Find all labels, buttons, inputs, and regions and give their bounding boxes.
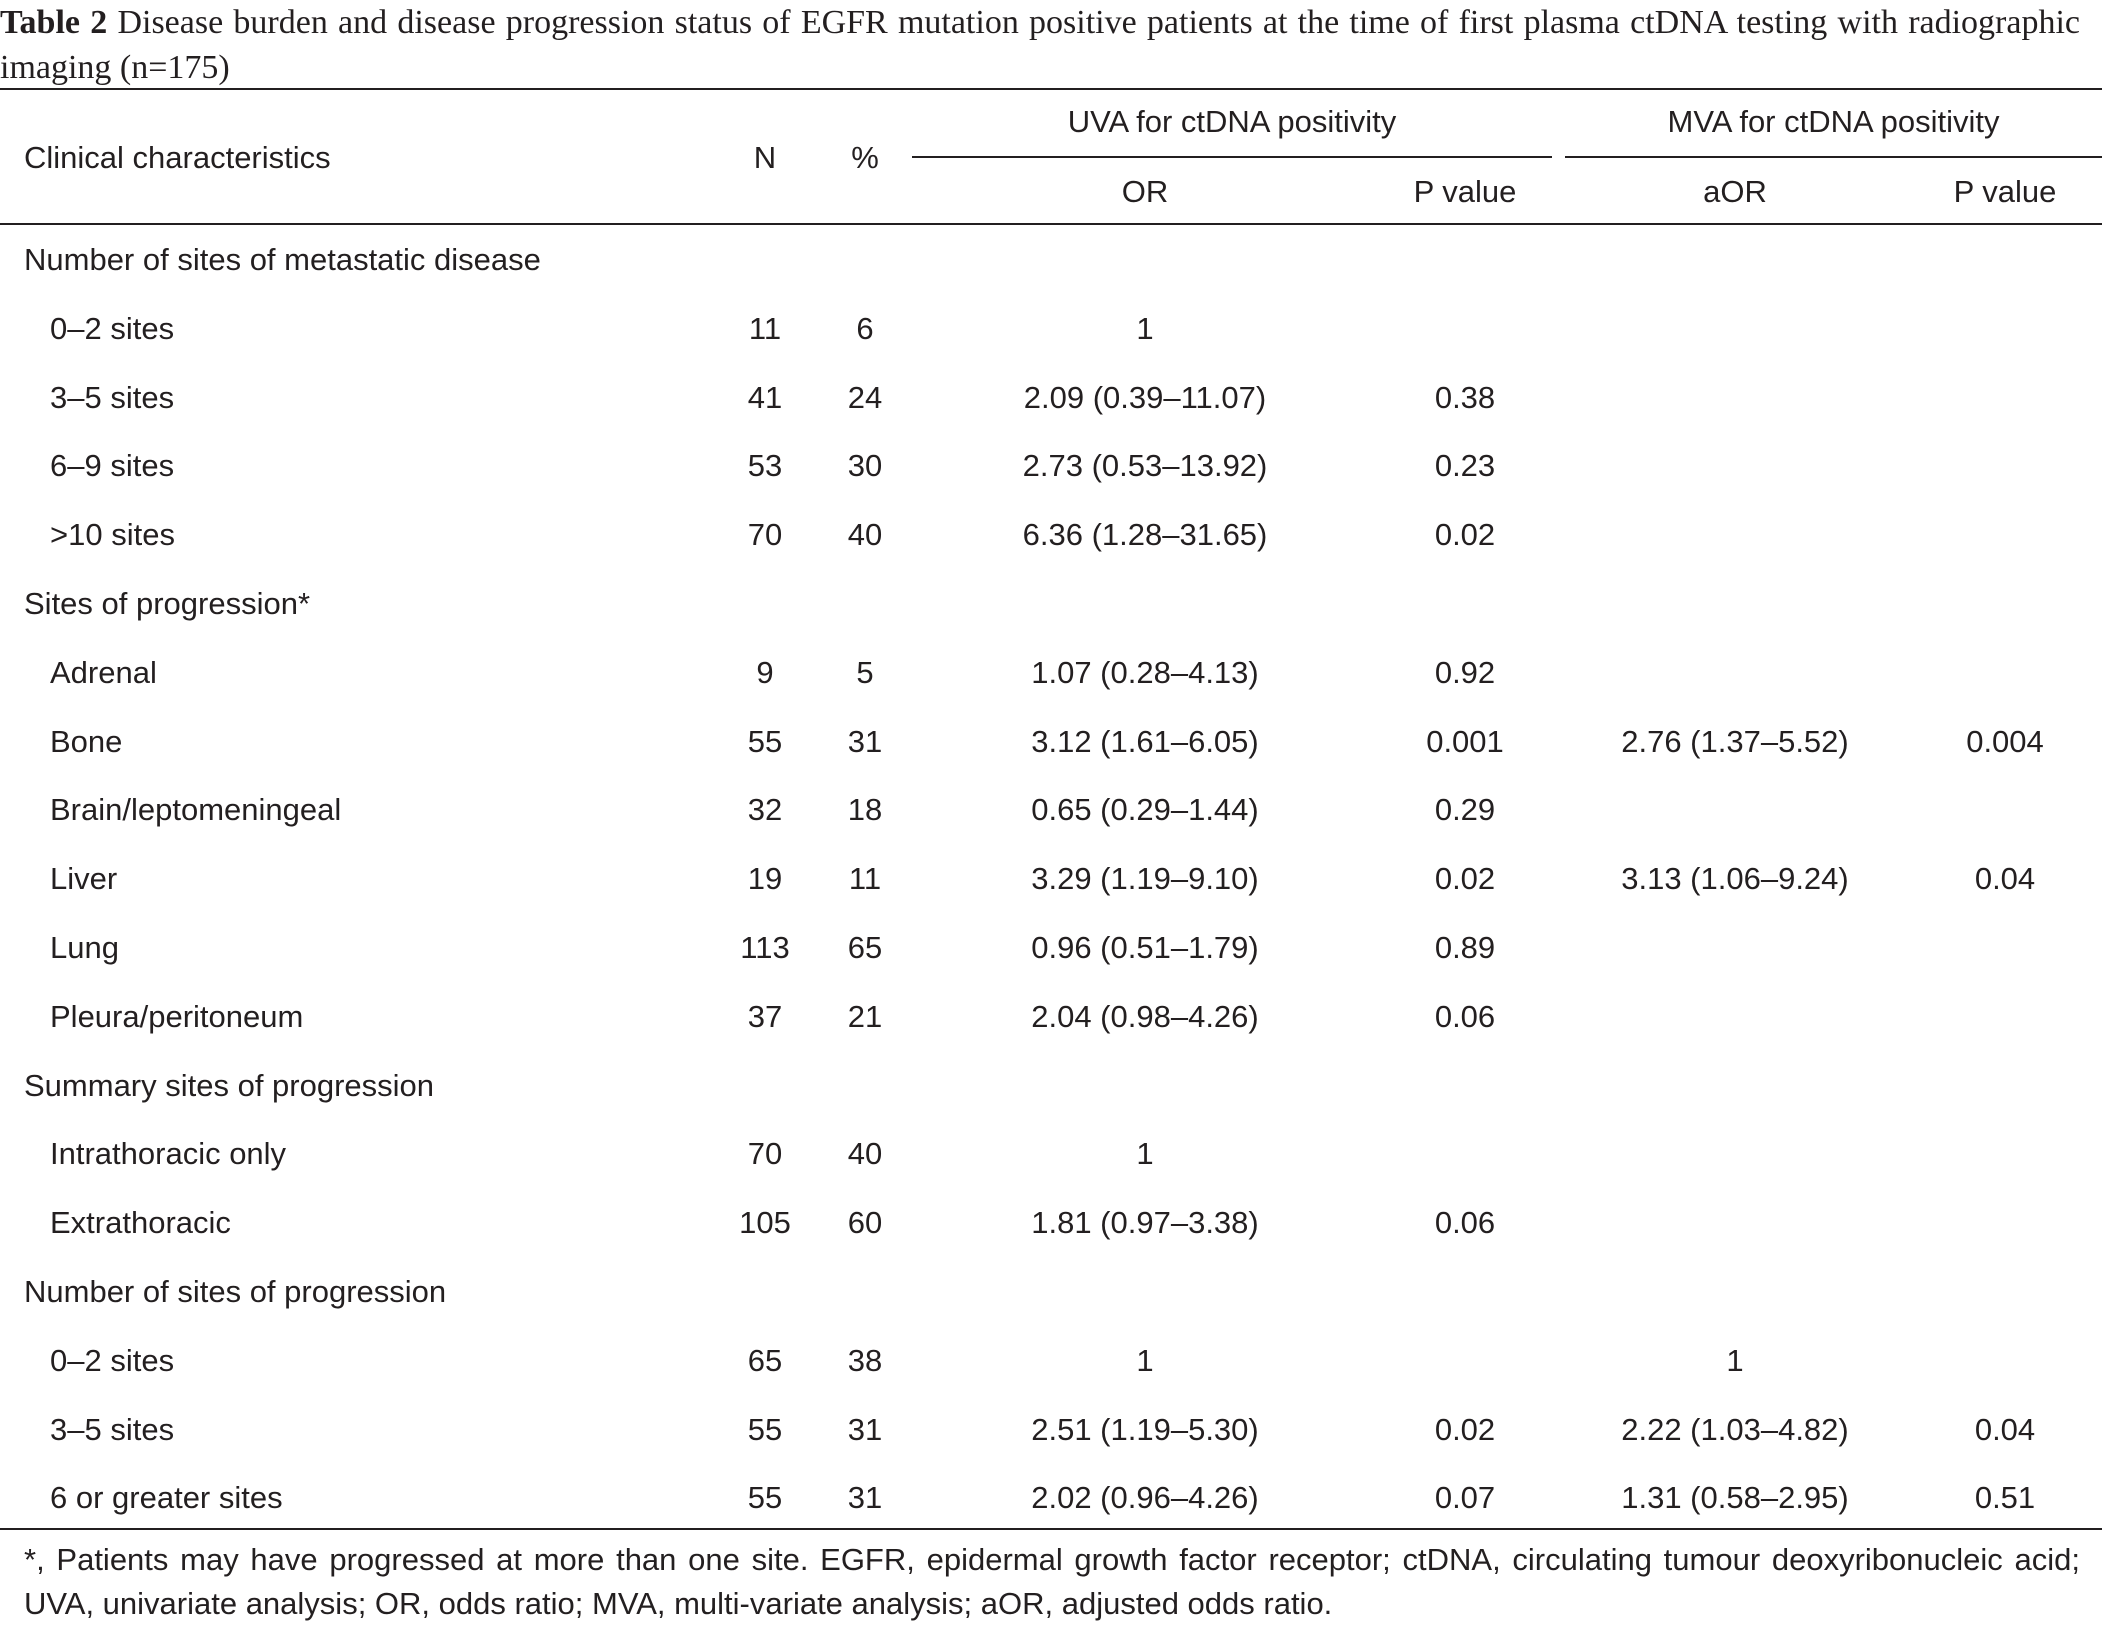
header-n: N: [753, 140, 777, 175]
cell-n: 70: [747, 517, 783, 552]
cell-n: 19: [747, 861, 783, 896]
cell-pct: 65: [847, 930, 883, 965]
row-label: Bone: [50, 724, 123, 759]
cell-adj-p-value: 0.51: [1974, 1480, 2036, 1515]
cell-p-value: 0.06: [1434, 999, 1496, 1034]
row-label: 3–5 sites: [50, 1412, 175, 1447]
cell-n: 53: [747, 448, 783, 483]
cell-adj-p-value: 0.004: [1966, 724, 2044, 759]
cell-or: 6.36 (1.28–31.65): [1022, 517, 1268, 552]
row-label: Brain/leptomeningeal: [50, 792, 342, 827]
header-p-value-mva: P value: [1953, 174, 2057, 209]
cell-n: 105: [739, 1205, 791, 1240]
cell-p-value: 0.02: [1434, 861, 1496, 896]
cell-n: 9: [756, 655, 774, 690]
cell-p-value: 0.23: [1434, 448, 1496, 483]
cell-pct: 40: [847, 517, 883, 552]
cell-n: 41: [747, 380, 783, 415]
cell-or: 3.29 (1.19–9.10): [1031, 861, 1259, 896]
cell-adj-p-value: 0.04: [1974, 1412, 2036, 1447]
cell-or: 0.65 (0.29–1.44): [1031, 792, 1259, 827]
header-p-value-uva: P value: [1413, 174, 1517, 209]
cell-or: 0.96 (0.51–1.79): [1031, 930, 1259, 965]
cell-or: 2.73 (0.53–13.92): [1022, 448, 1268, 483]
cell-pct: 6: [856, 311, 874, 346]
cell-or: 1.07 (0.28–4.13): [1031, 655, 1259, 690]
bottom-rule: [0, 1528, 2102, 1530]
cell-p-value: 0.02: [1434, 517, 1496, 552]
row-label: 6 or greater sites: [50, 1480, 283, 1515]
row-label: Pleura/peritoneum: [50, 999, 304, 1034]
cell-pct: 30: [847, 448, 883, 483]
row-label: Adrenal: [50, 655, 157, 690]
cell-or: 2.09 (0.39–11.07): [1023, 380, 1267, 415]
row-label: Extrathoracic: [50, 1205, 231, 1240]
cell-adj-p-value: 0.04: [1974, 861, 2036, 896]
cell-p-value: 0.89: [1434, 930, 1496, 965]
cell-p-value: 0.07: [1434, 1480, 1496, 1515]
mva-subrule: [1565, 156, 2102, 158]
cell-or: 1: [1136, 1343, 1154, 1378]
cell-or: 2.02 (0.96–4.26): [1031, 1480, 1259, 1515]
cell-aor: 2.22 (1.03–4.82): [1621, 1412, 1849, 1447]
cell-pct: 11: [848, 861, 882, 896]
cell-aor: 3.13 (1.06–9.24): [1621, 861, 1849, 896]
group-label: Sites of progression*: [24, 586, 311, 621]
group-label: Number of sites of metastatic disease: [24, 242, 541, 277]
cell-aor: 1: [1726, 1343, 1744, 1378]
row-label: 3–5 sites: [50, 380, 175, 415]
row-label: Intrathoracic only: [50, 1136, 287, 1171]
cell-or: 1: [1136, 1136, 1154, 1171]
cell-n: 55: [747, 1480, 783, 1515]
cell-pct: 38: [847, 1343, 883, 1378]
row-label: Lung: [50, 930, 119, 965]
cell-n: 55: [747, 1412, 783, 1447]
cell-p-value: 0.06: [1434, 1205, 1496, 1240]
cell-pct: 60: [847, 1205, 883, 1240]
row-label: 6–9 sites: [50, 448, 175, 483]
table-footnote: *, Patients may have progressed at more than one site. EGFR, epidermal growth factor receptor; ctDNA, circulating tumour deoxyribonucleic acid; UVA, univariate analysis; OR, odds ratio; MVA, multi-variate analysis; aOR, adjusted odds ratio.: [24, 1542, 2080, 1621]
cell-or: 1.81 (0.97–3.38): [1031, 1205, 1259, 1240]
row-label: Liver: [50, 861, 118, 896]
cell-pct: 31: [847, 1480, 883, 1515]
cell-p-value: 0.02: [1434, 1412, 1496, 1447]
cell-n: 113: [740, 930, 790, 965]
cell-or: 1: [1136, 311, 1154, 346]
header-uva: UVA for ctDNA positivity: [1067, 104, 1397, 139]
cell-or: 2.51 (1.19–5.30): [1031, 1412, 1259, 1447]
cell-aor: 1.31 (0.58–2.95): [1621, 1480, 1849, 1515]
table-caption: [0, 0, 2080, 90]
table-label: Table 2: [0, 4, 108, 41]
cell-n: 32: [747, 792, 783, 827]
cell-pct: 21: [847, 999, 883, 1034]
cell-n: 55: [747, 724, 783, 759]
header-mva: MVA for ctDNA positivity: [1667, 104, 2000, 139]
cell-p-value: 0.29: [1434, 792, 1496, 827]
cell-n: 65: [747, 1343, 783, 1378]
table-title: Disease burden and disease progression status of EGFR mutation positive patients at the time of first plasma ctDNA testing with radiographic imaging (n=175): [0, 4, 2080, 86]
row-label: 0–2 sites: [50, 1343, 175, 1378]
cell-p-value: 0.38: [1434, 380, 1496, 415]
cell-pct: 5: [856, 655, 874, 690]
row-label: >10 sites: [50, 517, 175, 552]
cell-p-value: 0.001: [1426, 724, 1504, 759]
top-rule: [0, 88, 2102, 90]
cell-n: 70: [747, 1136, 783, 1171]
group-label: Number of sites of progression: [24, 1274, 447, 1309]
row-label: 0–2 sites: [50, 311, 175, 346]
header-pct: %: [851, 140, 879, 175]
group-label: Summary sites of progression: [24, 1068, 435, 1103]
cell-pct: 24: [847, 380, 883, 415]
cell-aor: 2.76 (1.37–5.52): [1621, 724, 1849, 759]
cell-n: 11: [748, 311, 782, 346]
cell-pct: 18: [847, 792, 883, 827]
header-or: OR: [1121, 174, 1169, 209]
cell-or: 2.04 (0.98–4.26): [1031, 999, 1259, 1034]
header-aor: aOR: [1703, 174, 1767, 209]
cell-pct: 31: [847, 724, 883, 759]
cell-pct: 40: [847, 1136, 883, 1171]
header-clinical: Clinical characteristics: [24, 140, 331, 175]
cell-pct: 31: [847, 1412, 883, 1447]
header-rule: [0, 223, 2102, 225]
cell-p-value: 0.92: [1434, 655, 1496, 690]
cell-n: 37: [747, 999, 783, 1034]
uva-subrule: [912, 156, 1552, 158]
cell-or: 3.12 (1.61–6.05): [1031, 724, 1259, 759]
